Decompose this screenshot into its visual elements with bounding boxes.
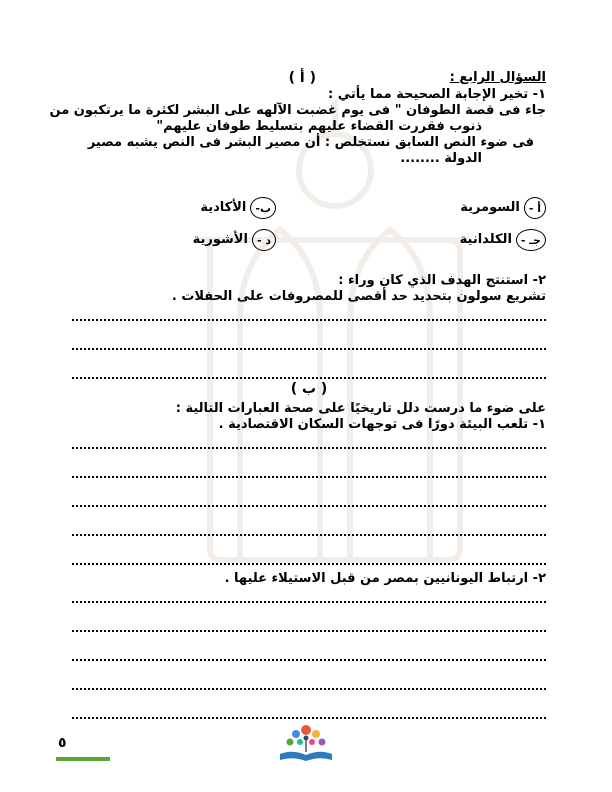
b1-statement: ١- تلعب البيئة دورًا فى توجهات السكان الاقتصادية . xyxy=(218,417,546,432)
option-d[interactable] xyxy=(193,229,276,251)
option-d-text: الأشورية xyxy=(192,232,248,247)
answer-line[interactable] xyxy=(72,703,546,719)
passage-line-2: ذنوب فقررت القضاء عليهم بتسليط طوفان عليهم" xyxy=(156,119,482,134)
answer-line[interactable] xyxy=(72,616,546,632)
q2-title: ٢- استنتج الهدف الذي كان وراء : xyxy=(338,273,546,288)
page-number: ٥ xyxy=(58,735,67,751)
section-b-label: ( ب ) xyxy=(290,381,328,397)
option-a-text: السومرية xyxy=(460,200,520,215)
answer-line[interactable] xyxy=(72,674,546,690)
answer-line[interactable] xyxy=(72,305,546,321)
question-title: السؤال الرابع : xyxy=(449,70,546,85)
answer-line[interactable] xyxy=(72,334,546,350)
q2-text: تشريع سولون بتحديد حد أقصى للمصروفات على الحفلات . xyxy=(171,289,546,304)
answer-line[interactable] xyxy=(72,645,546,661)
option-d-letter: د - xyxy=(252,229,276,251)
option-a[interactable] xyxy=(460,197,546,219)
option-c-text: الكلدانية xyxy=(459,232,512,247)
answer-line[interactable] xyxy=(72,491,546,507)
question-line-2: الدولة ........ xyxy=(400,151,482,166)
passage-line-1: جاء فى قصة الطوفان " فى يوم غضبت الآلهه على البشر لكثرة ما يرتكبون من xyxy=(49,103,546,118)
b-instruction: على ضوء ما درست دلل تاريخيًا على صحة العبارات التالية : xyxy=(175,401,546,416)
answer-line[interactable] xyxy=(72,462,546,478)
option-b-letter: ب- xyxy=(250,197,276,219)
mcq-options xyxy=(72,197,546,273)
question-line-1: فى ضوء النص السابق نستخلص : أن مصير البشر فى النص يشبه مصير xyxy=(87,135,534,150)
page-number-bar xyxy=(56,757,110,761)
answer-line[interactable] xyxy=(72,520,546,536)
option-c[interactable] xyxy=(460,229,546,251)
answer-line[interactable] xyxy=(72,433,546,449)
option-b-text: الأكادية xyxy=(200,200,247,215)
answer-line[interactable] xyxy=(72,587,546,603)
question-content xyxy=(49,70,546,732)
option-c-letter: جـ - xyxy=(516,229,546,251)
answer-line[interactable] xyxy=(72,363,546,379)
book-tree-logo-icon xyxy=(266,718,346,766)
section-a-label: ( أ ) xyxy=(288,70,316,86)
answer-line[interactable] xyxy=(72,549,546,565)
option-b[interactable] xyxy=(200,197,276,219)
q1-instruction: ١- تخير الإجابة الصحيحة مما يأتي : xyxy=(327,87,546,102)
b2-statement: ٢- ارتباط اليونانيين بمصر من قبل الاستيلاء عليها . xyxy=(224,571,546,586)
option-a-letter: أ - xyxy=(524,197,546,219)
